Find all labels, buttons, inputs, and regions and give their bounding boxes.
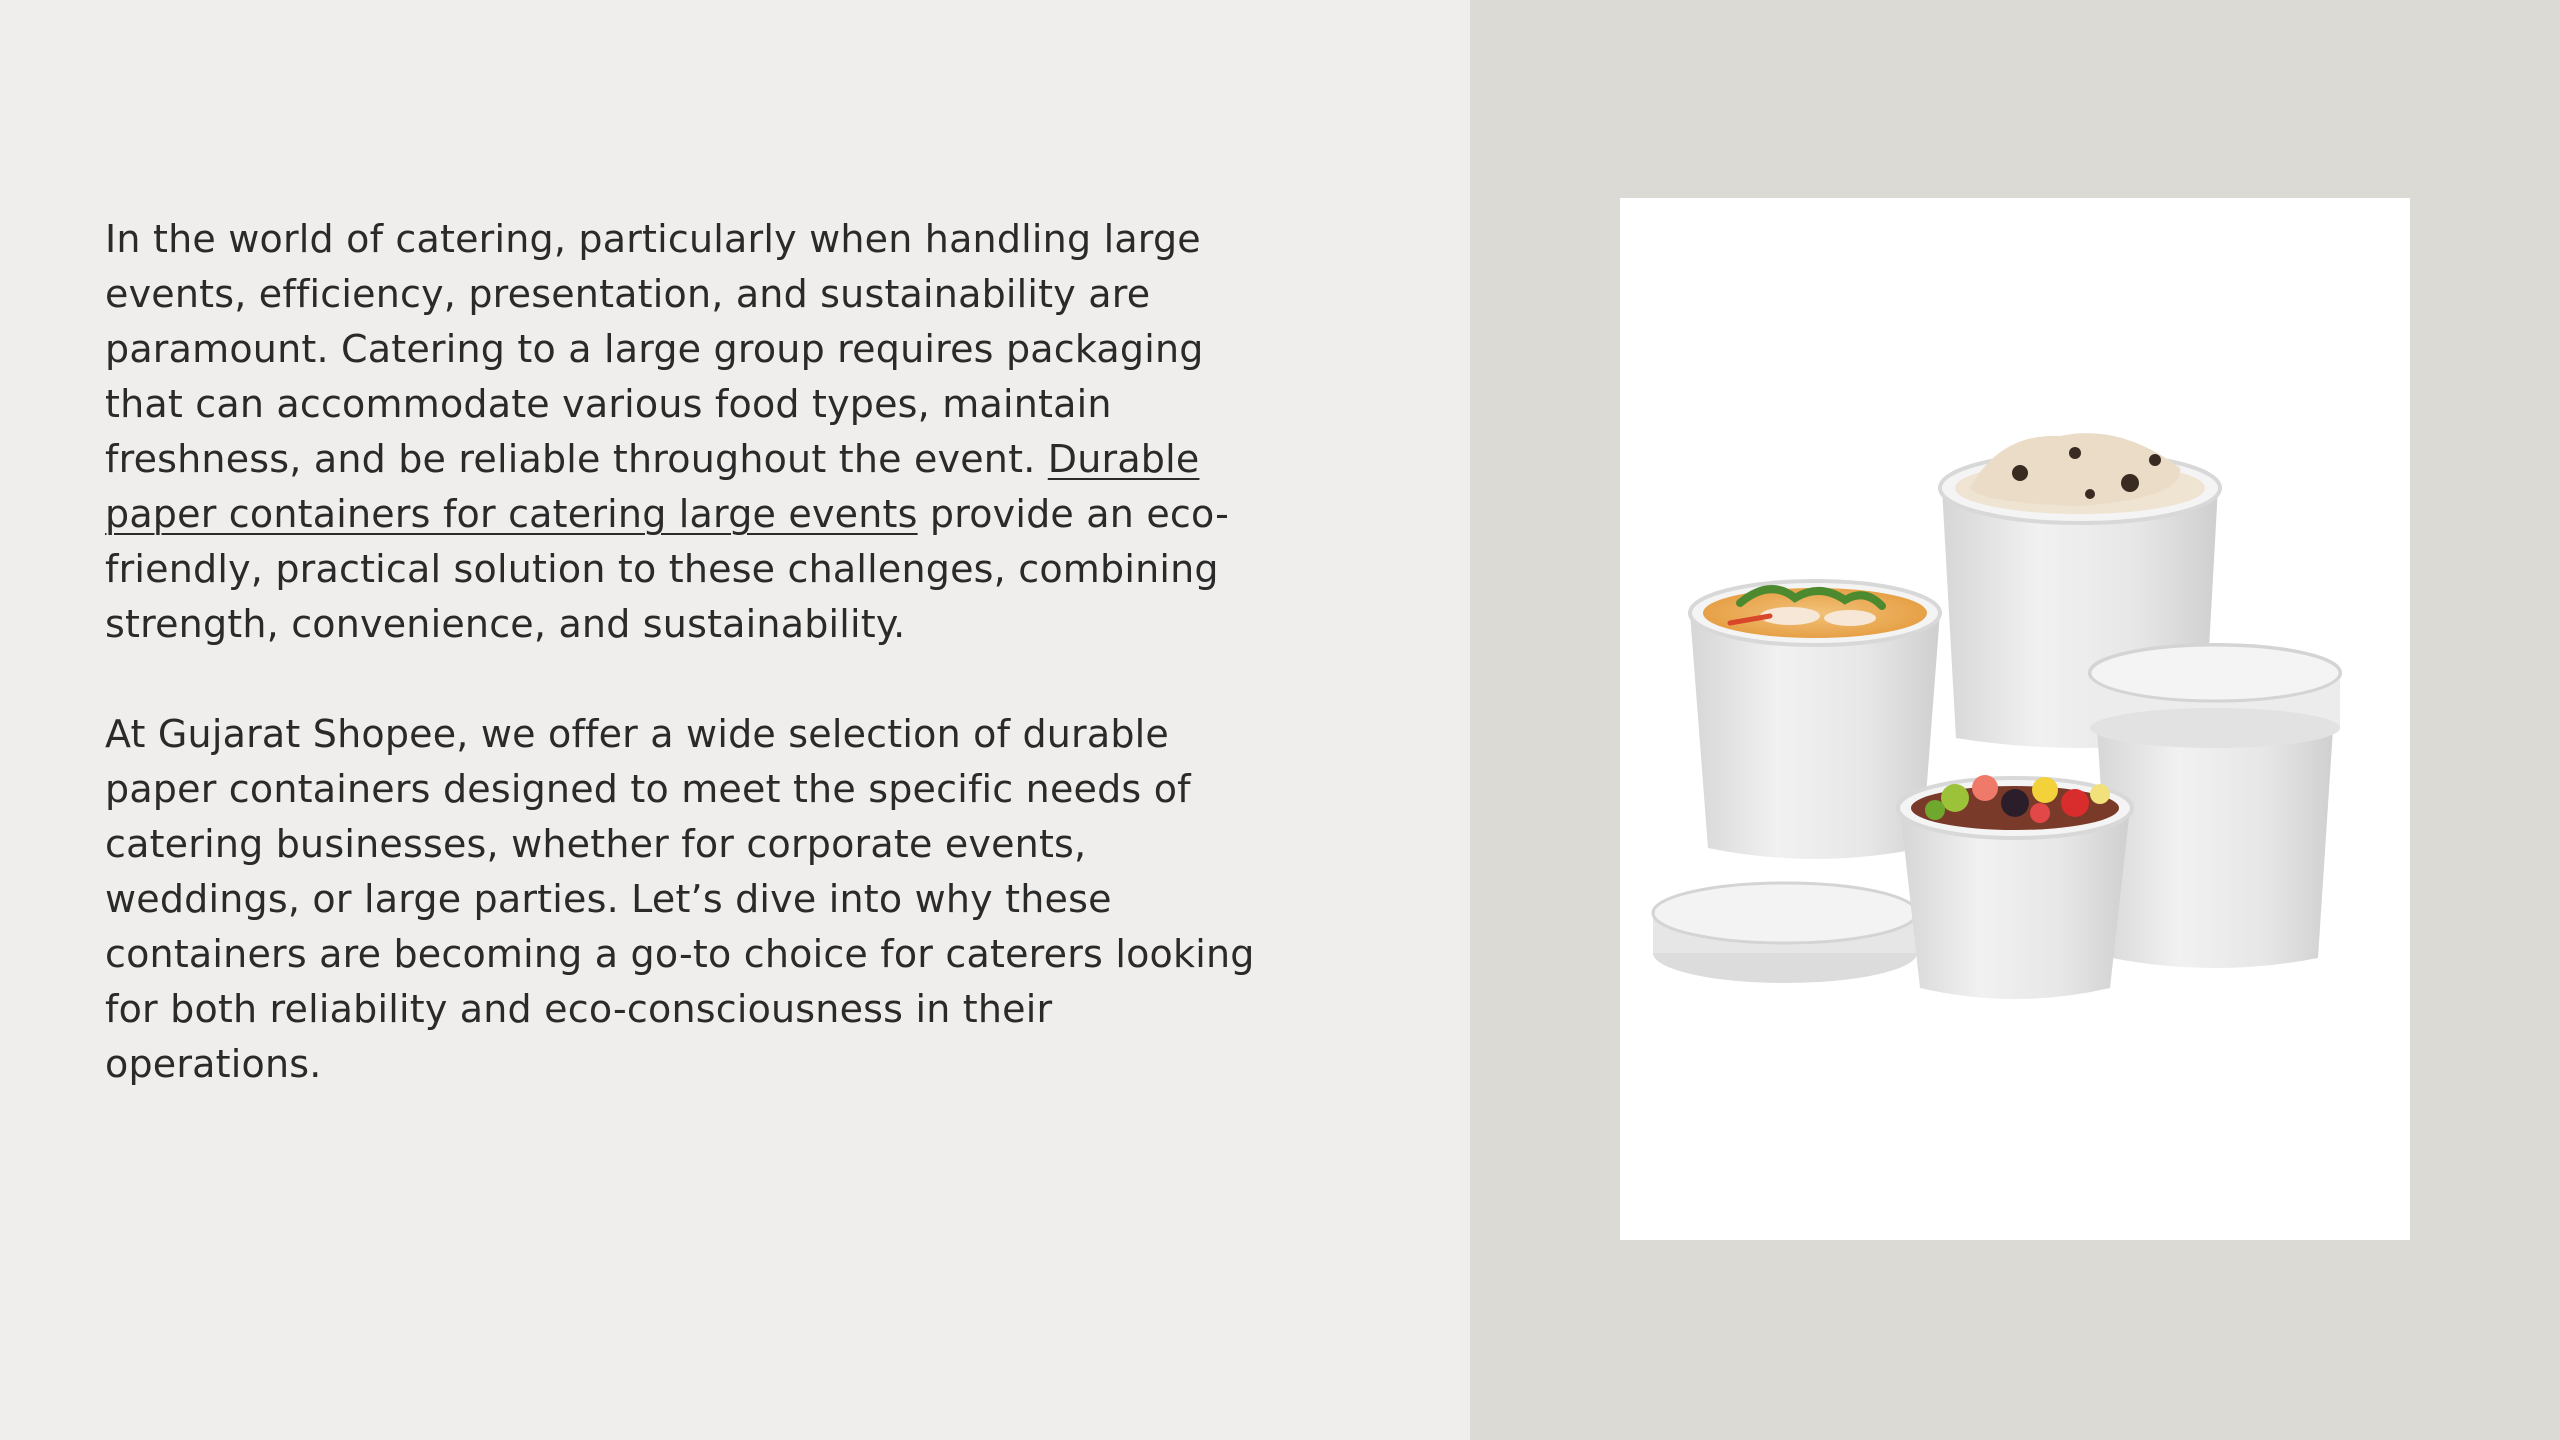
- intro-text-after-link: provide an eco-friendly, practical solution to these challenges, combining strength, convenience, and sustainability.: [105, 492, 1230, 646]
- product-photo: [1620, 198, 2410, 1240]
- durable-containers-link[interactable]: Durable paper containers for catering large events: [105, 437, 1200, 536]
- paper-containers-illustration: [1620, 198, 2410, 1240]
- intro-text-before-link: In the world of catering, particularly when handling large events, efficiency, presentation, and sustainability are paramount. Catering to a large group requires packaging that can accommodate various food types, maintain freshness, and be reliable throughout the event.: [105, 217, 1204, 481]
- intro-paragraph: [105, 212, 1265, 652]
- article-text: [105, 212, 1265, 1147]
- fruit-container: [1898, 775, 2132, 999]
- loose-lid: [1653, 883, 1917, 983]
- company-paragraph: At Gujarat Shopee, we offer a wide selection of durable paper containers designed to meet the specific needs of catering businesses, whether for corporate events, weddings, or large parties. Let’s dive into why these containers are becoming a go-to choice for caterers looking for both reliability and eco-consciousness in their operations.: [105, 712, 1255, 1086]
